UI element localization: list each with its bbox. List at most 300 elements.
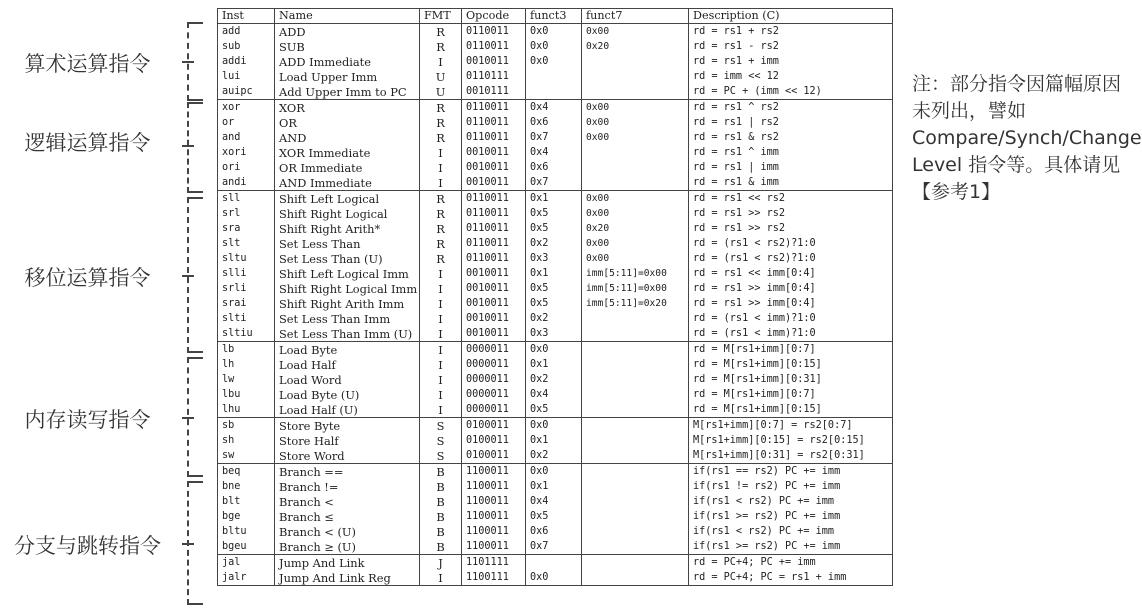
cell-description: if(rs1 == rs2) PC += imm [689,464,893,480]
cell-fmt: R [420,100,462,116]
cell-opcode: 0000011 [462,357,526,372]
bracket-tick [182,543,194,545]
cell-fmt: I [420,145,462,160]
cell-funct7: imm[5:11]=0x00 [582,266,689,281]
cell-funct3 [526,555,582,571]
cell-funct3: 0x4 [526,100,582,116]
cell-funct3: 0x6 [526,115,582,130]
cell-inst: srli [218,281,275,296]
cell-opcode: 0110011 [462,191,526,207]
cell-funct7 [582,494,689,509]
cell-funct3: 0x1 [526,191,582,207]
cell-name: Load Half [275,357,420,372]
cell-opcode: 0000011 [462,372,526,387]
header-funct3: funct3 [526,9,582,24]
table-header-row [218,9,893,24]
cell-name: Load Half (U) [275,402,420,418]
cell-funct3: 0x5 [526,509,582,524]
cell-funct7 [582,524,689,539]
cell-opcode: 0010011 [462,266,526,281]
cell-fmt: I [420,296,462,311]
cell-description: rd = rs1 ^ imm [689,145,893,160]
cell-name: Shift Right Arith* [275,221,420,236]
cell-opcode: 0010011 [462,296,526,311]
table-row [218,206,893,221]
cell-fmt: U [420,69,462,84]
cell-name: Set Less Than Imm [275,311,420,326]
bracket-tick [182,417,194,419]
cell-funct7: 0x00 [582,236,689,251]
cell-fmt: I [420,266,462,281]
cell-description: rd = rs1 + imm [689,54,893,69]
table-row [218,39,893,54]
cell-fmt: I [420,357,462,372]
table-row [218,539,893,555]
cell-funct7 [582,418,689,434]
cell-name: Jump And Link [275,555,420,571]
cell-inst: lb [218,342,275,358]
table-row [218,509,893,524]
cell-opcode: 0100011 [462,418,526,434]
cell-funct7 [582,509,689,524]
cell-description: rd = PC+4; PC = rs1 + imm [689,570,893,586]
cell-inst: sb [218,418,275,434]
cell-opcode: 0110011 [462,100,526,116]
cell-opcode: 0100011 [462,448,526,464]
cell-opcode: 1100011 [462,479,526,494]
cell-opcode: 0000011 [462,387,526,402]
cell-funct7 [582,342,689,358]
cell-funct7 [582,539,689,555]
cell-inst: beq [218,464,275,480]
cell-description: rd = (rs1 < rs2)?1:0 [689,251,893,266]
cell-funct3: 0x1 [526,433,582,448]
cell-funct3: 0x4 [526,145,582,160]
cell-funct7 [582,145,689,160]
cell-fmt: B [420,464,462,480]
cell-funct3 [526,69,582,84]
cell-name: Store Word [275,448,420,464]
cell-inst: sw [218,448,275,464]
cell-inst: jalr [218,570,275,586]
cell-funct7 [582,84,689,100]
cell-description: rd = imm << 12 [689,69,893,84]
cell-description: rd = rs1 + rs2 [689,24,893,40]
cell-funct7 [582,160,689,175]
cell-funct3: 0x0 [526,342,582,358]
cell-opcode: 0100011 [462,433,526,448]
cell-opcode: 0010011 [462,326,526,342]
bracket-tick [182,145,194,147]
cell-name: OR [275,115,420,130]
cell-inst: lbu [218,387,275,402]
cell-opcode: 0000011 [462,342,526,358]
cell-opcode: 0110011 [462,251,526,266]
cell-funct3: 0x5 [526,221,582,236]
cell-inst: addi [218,54,275,69]
cell-fmt: R [420,115,462,130]
cell-funct3: 0x7 [526,130,582,145]
cell-opcode: 1100011 [462,524,526,539]
cell-description: M[rs1+imm][0:31] = rs2[0:31] [689,448,893,464]
table-row [218,266,893,281]
cell-funct3: 0x0 [526,418,582,434]
cell-inst: bge [218,509,275,524]
cell-inst: add [218,24,275,40]
cell-funct7: 0x00 [582,206,689,221]
cell-fmt: S [420,448,462,464]
cell-funct3 [526,84,582,100]
cell-funct7 [582,433,689,448]
cell-description: rd = rs1 - rs2 [689,39,893,54]
cell-funct3: 0x3 [526,251,582,266]
cell-fmt: R [420,251,462,266]
cell-inst: blt [218,494,275,509]
cell-name: Load Byte [275,342,420,358]
cell-description: if(rs1 < rs2) PC += imm [689,494,893,509]
cell-fmt: I [420,342,462,358]
cell-funct7: 0x00 [582,115,689,130]
cell-funct3: 0x2 [526,236,582,251]
cell-opcode: 0110011 [462,115,526,130]
cell-funct7 [582,326,689,342]
cell-description: rd = M[rs1+imm][0:31] [689,372,893,387]
cell-fmt: R [420,236,462,251]
cell-funct7: 0x00 [582,24,689,40]
cell-inst: sltiu [218,326,275,342]
cell-opcode: 0010011 [462,54,526,69]
cell-inst: bne [218,479,275,494]
cell-funct7 [582,402,689,418]
table-row [218,570,893,586]
cell-funct7: 0x00 [582,191,689,207]
cell-name: Store Byte [275,418,420,434]
table-row [218,296,893,311]
cell-funct3: 0x5 [526,402,582,418]
cell-name: Shift Right Logical Imm [275,281,420,296]
table-body [218,24,893,586]
cell-name: Add Upper Imm to PC [275,84,420,100]
cell-fmt: R [420,39,462,54]
cell-description: M[rs1+imm][0:15] = rs2[0:15] [689,433,893,448]
cell-inst: jal [218,555,275,571]
cell-name: Shift Right Logical [275,206,420,221]
cell-opcode: 0110011 [462,221,526,236]
cell-inst: xor [218,100,275,116]
header-inst: Inst [218,9,275,24]
cell-description: rd = M[rs1+imm][0:15] [689,402,893,418]
cell-fmt: B [420,494,462,509]
cell-description: if(rs1 >= rs2) PC += imm [689,509,893,524]
cell-name: ADD Immediate [275,54,420,69]
table-row [218,145,893,160]
cell-funct3: 0x5 [526,296,582,311]
cell-opcode: 1100011 [462,494,526,509]
cell-description: M[rs1+imm][0:7] = rs2[0:7] [689,418,893,434]
cell-name: XOR [275,100,420,116]
cell-inst: slt [218,236,275,251]
cell-description: rd = rs1 | imm [689,160,893,175]
cell-funct7 [582,175,689,191]
cell-funct7 [582,357,689,372]
cell-inst: sra [218,221,275,236]
cell-funct7: 0x00 [582,130,689,145]
cell-opcode: 1100011 [462,464,526,480]
cell-inst: sh [218,433,275,448]
cell-description: rd = (rs1 < rs2)?1:0 [689,236,893,251]
cell-fmt: B [420,509,462,524]
cell-name: Branch != [275,479,420,494]
category-label: 分支与跳转指令 [14,534,161,558]
cell-description: rd = (rs1 < imm)?1:0 [689,311,893,326]
cell-funct3: 0x7 [526,175,582,191]
cell-name: SUB [275,39,420,54]
cell-name: Branch ≥ (U) [275,539,420,555]
table-row [218,160,893,175]
table-row [218,191,893,207]
table-row [218,281,893,296]
cell-fmt: I [420,281,462,296]
header-description: Description (C) [689,9,893,24]
cell-inst: slti [218,311,275,326]
table-row [218,221,893,236]
cell-description: rd = rs1 & imm [689,175,893,191]
cell-description: rd = rs1 >> imm[0:4] [689,296,893,311]
cell-fmt: I [420,54,462,69]
category-label: 移位运算指令 [24,266,151,290]
table-row [218,100,893,116]
cell-name: Set Less Than Imm (U) [275,326,420,342]
cell-description: if(rs1 != rs2) PC += imm [689,479,893,494]
cell-inst: bltu [218,524,275,539]
cell-opcode: 0110011 [462,24,526,40]
table-row [218,555,893,571]
cell-opcode: 0010011 [462,175,526,191]
cell-name: Branch ≤ [275,509,420,524]
bracket-tick [182,61,194,63]
cell-description: rd = M[rs1+imm][0:15] [689,357,893,372]
cell-fmt: U [420,84,462,100]
table-row [218,326,893,342]
table-row [218,464,893,480]
cell-inst: srai [218,296,275,311]
cell-opcode: 0010011 [462,160,526,175]
cell-description: rd = rs1 | rs2 [689,115,893,130]
cell-description: rd = M[rs1+imm][0:7] [689,387,893,402]
cell-fmt: S [420,433,462,448]
cell-funct7: 0x00 [582,251,689,266]
cell-fmt: I [420,372,462,387]
cell-opcode: 1100011 [462,539,526,555]
cell-name: OR Immediate [275,160,420,175]
cell-funct3: 0x0 [526,54,582,69]
side-note: 注：部分指令因篇幅原因未列出，譬如Compare/Synch/Change Level 指令等。具体请见 【参考1】 [912,73,1142,203]
cell-fmt: I [420,160,462,175]
cell-name: Jump And Link Reg [275,570,420,586]
cell-fmt: S [420,418,462,434]
table-row [218,372,893,387]
cell-funct3: 0x7 [526,539,582,555]
cell-funct3: 0x2 [526,311,582,326]
cell-fmt: B [420,479,462,494]
cell-opcode: 0110111 [462,69,526,84]
cell-fmt: R [420,24,462,40]
bracket [187,102,203,193]
cell-description: rd = M[rs1+imm][0:7] [689,342,893,358]
cell-funct3: 0x6 [526,160,582,175]
cell-funct3: 0x5 [526,206,582,221]
cell-fmt: I [420,570,462,586]
cell-name: Shift Left Logical Imm [275,266,420,281]
header-funct7: funct7 [582,9,689,24]
cell-name: Shift Left Logical [275,191,420,207]
category-label: 内存读写指令 [24,408,151,432]
cell-name: XOR Immediate [275,145,420,160]
cell-funct7 [582,464,689,480]
cell-funct3: 0x6 [526,524,582,539]
cell-opcode: 0010011 [462,311,526,326]
cell-opcode: 0110011 [462,130,526,145]
cell-funct3: 0x4 [526,387,582,402]
cell-funct7 [582,54,689,69]
cell-fmt: B [420,524,462,539]
cell-opcode: 0110011 [462,236,526,251]
table-row [218,479,893,494]
cell-funct7 [582,479,689,494]
table-row [218,433,893,448]
cell-funct7 [582,69,689,84]
cell-fmt: I [420,387,462,402]
cell-funct3: 0x0 [526,24,582,40]
cell-description: rd = rs1 >> rs2 [689,206,893,221]
cell-inst: sll [218,191,275,207]
cell-name: Branch == [275,464,420,480]
cell-funct3: 0x1 [526,479,582,494]
table-row [218,387,893,402]
cell-inst: lui [218,69,275,84]
cell-opcode: 0010011 [462,145,526,160]
cell-funct3: 0x1 [526,357,582,372]
cell-opcode: 0010011 [462,281,526,296]
cell-opcode: 0110011 [462,39,526,54]
table-row [218,84,893,100]
cell-inst: sub [218,39,275,54]
cell-fmt: R [420,130,462,145]
cell-funct3: 0x5 [526,281,582,296]
cell-description: if(rs1 < rs2) PC += imm [689,524,893,539]
table-row [218,24,893,40]
cell-description: rd = rs1 ^ rs2 [689,100,893,116]
cell-description: rd = PC + (imm << 12) [689,84,893,100]
cell-funct7 [582,570,689,586]
cell-name: Set Less Than (U) [275,251,420,266]
category-label: 逻辑运算指令 [24,131,151,155]
cell-funct7 [582,372,689,387]
table-row [218,69,893,84]
cell-fmt: R [420,191,462,207]
cell-opcode: 1100111 [462,570,526,586]
cell-name: Branch < (U) [275,524,420,539]
cell-funct7 [582,555,689,571]
cell-inst: sltu [218,251,275,266]
table-row [218,130,893,145]
table-row [218,236,893,251]
cell-name: Set Less Than [275,236,420,251]
cell-funct7 [582,387,689,402]
cell-fmt: R [420,221,462,236]
cell-name: Branch < [275,494,420,509]
cell-funct3: 0x1 [526,266,582,281]
cell-inst: and [218,130,275,145]
cell-funct3: 0x0 [526,39,582,54]
cell-name: Load Word [275,372,420,387]
cell-description: rd = rs1 >> imm[0:4] [689,281,893,296]
table-row [218,175,893,191]
cell-fmt: I [420,311,462,326]
cell-inst: slli [218,266,275,281]
cell-opcode: 1100011 [462,509,526,524]
category-label: 算术运算指令 [24,52,151,76]
cell-funct3: 0x0 [526,570,582,586]
cell-inst: xori [218,145,275,160]
cell-description: rd = PC+4; PC += imm [689,555,893,571]
cell-funct3: 0x4 [526,494,582,509]
cell-description: if(rs1 >= rs2) PC += imm [689,539,893,555]
cell-inst: lhu [218,402,275,418]
cell-name: AND [275,130,420,145]
cell-opcode: 0000011 [462,402,526,418]
cell-inst: lw [218,372,275,387]
cell-funct3: 0x2 [526,448,582,464]
cell-funct7: 0x00 [582,100,689,116]
cell-funct3: 0x3 [526,326,582,342]
cell-fmt: B [420,539,462,555]
cell-fmt: J [420,555,462,571]
table-row [218,342,893,358]
cell-description: rd = (rs1 < imm)?1:0 [689,326,893,342]
cell-name: Load Upper Imm [275,69,420,84]
cell-inst: lh [218,357,275,372]
table-row [218,54,893,69]
cell-funct3: 0x0 [526,464,582,480]
instruction-table [217,8,893,586]
cell-funct7: 0x20 [582,39,689,54]
cell-funct3: 0x2 [526,372,582,387]
cell-funct7: imm[5:11]=0x00 [582,281,689,296]
cell-opcode: 0110011 [462,206,526,221]
cell-inst: andi [218,175,275,191]
cell-description: rd = rs1 & rs2 [689,130,893,145]
table-row [218,115,893,130]
table-row [218,524,893,539]
cell-opcode: 0010111 [462,84,526,100]
table-row [218,418,893,434]
cell-inst: bgeu [218,539,275,555]
cell-opcode: 1101111 [462,555,526,571]
cell-name: Load Byte (U) [275,387,420,402]
cell-fmt: R [420,206,462,221]
table-row [218,494,893,509]
cell-fmt: I [420,402,462,418]
table-row [218,448,893,464]
cell-name: AND Immediate [275,175,420,191]
cell-name: Store Half [275,433,420,448]
cell-description: rd = rs1 << imm[0:4] [689,266,893,281]
table-row [218,311,893,326]
cell-funct7: 0x20 [582,221,689,236]
cell-description: rd = rs1 << rs2 [689,191,893,207]
cell-funct7 [582,448,689,464]
